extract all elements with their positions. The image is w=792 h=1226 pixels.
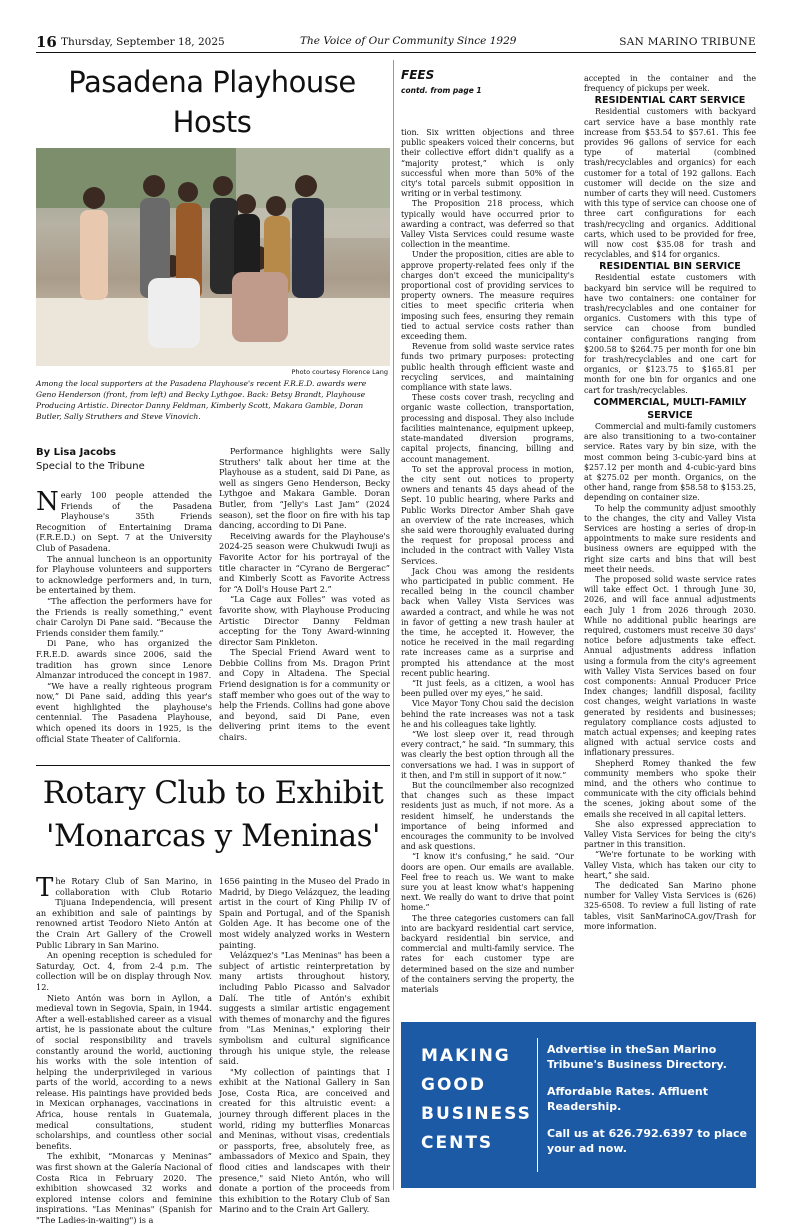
paragraph: 1656 painting in the Museo del Prado in Madrid, by Diego Velázquez, the leading artist in the court of King Philip IV of Spain and Portugal, and of the Spanish Golden Age. It has become one of the most widely analyzed works in Western painting. (219, 876, 390, 950)
paragraph: Nieto Antón was born in Ayllon, a medieval town in Segovia, Spain, in 1944. After a well-established career as a visual artist, he is passionate about the culture of social responsibility and travels constantly around the world, auctioning his works with the sole intention of helping the underprivileged in various parts of the world, according to a news release. His paintings have provided beds in Mexican orphanages, vaccinations in Africa, house rentals in Guatemala, medical consultations, student scholarships, and countless other social benefits. (36, 992, 212, 1151)
paragraph: These costs cover trash, recycling and organic waste collection, transportation, processing and disposal. They also include facilities maintenance, equipment upkeep, state-mandated diversion programs, capital projects, financing, billing and account management. (401, 393, 574, 464)
paragraph: The three categories customers can fall into are backyard residential cart service, backyard residential bin service, and commercial and multi-family service. The rates for each customer type are determined based on the size and number of the containers serving the property, the materials (401, 913, 574, 995)
paragraph: early 100 people attended the Friends of the Pasadena Playhouse's 35th Friends Recognition of Entertaining Drama (F.R.E.D.) on Sept. 7 at the University Club of Pasadena. (36, 490, 212, 553)
story1-headline-line1: Pasadena Playhouse Hosts (68, 65, 356, 139)
paragraph: Shepherd Romey thanked the few community members who spoke their mind, and the others who continue to communicate with the city officials behind the scenes, joking about some of the emails she received in all capital letters. (584, 758, 756, 819)
paragraph: tion. Six written objections and three public speakers voiced their concerns, but their collective effort didn't qualify as a “majority protest,” which is only successful when more than 50% of the city's total parcels submit opposition in writing or in verbal testimony. (401, 128, 574, 199)
paragraph: Velázquez's "Las Meninas" has been a subject of artistic reinterpretation by many artists throughout history, including Pablo Picasso and Salvador Dalí. The title of Antón's exhibit suggests a similar artistic engagement with themes of monarchy and the figures from "Las Meninas," exploring their symbolism and cultural significance through his unique style, the release said. (219, 950, 390, 1067)
paragraph: “The affection the performers have for the Friends is really something,” event chair Carolyn Di Pane said. “Because the Friends consider them family.” (36, 595, 212, 638)
paragraph: The Special Friend Award went to Debbie Collins from Ms. Dragon Print and Copy in Altadena. The Special Friend designation is for a community or staff member who goes out of the way to help the Friends. Collins had gone above and beyond, said Di Pane, even delivering print items to the event chairs. (219, 647, 390, 743)
section-rule (36, 765, 390, 766)
paragraph: Residential estate customers with backyard bin service will be required to have two containers: one container for trash/recyclables and one container for organics. Customers with this type of service can choose from bundled container configurations ranging from $200.58 to $264.75 per month for one bin for trash/recyclables and one cart for organics, or $123.75 to $165.81 per month for one bin for organics and one cart for trash/recyclables. (584, 273, 756, 395)
awards-group-photo (36, 148, 390, 366)
paragraph: The exhibit, “Monarcas y Meninas” was first shown at the Galería Nacional of Costa Rica in February 2020. The exhibition showcased 32 works and explored intense colors and feminine inspirations. "Las Meninas" (Spanish for "The Ladies-in-waiting") is a (36, 1151, 212, 1225)
paragraph: Di Pane, who has organized the F.R.E.D. awards since 2006, said the tradition has grown since Lenore Almanzar introduced the concept in 1987. (36, 638, 212, 681)
paragraph: “We lost sleep over it, read through every contract,” he said. “In summary, this was clearly the best option through all the conversations we had. I was in support of it then, and I'm still in support of it now.” (401, 729, 574, 780)
fees-column-1 (401, 128, 574, 995)
ad-slogan-line: MAKING (421, 1046, 511, 1066)
paper-name: SAN MARINO TRIBUNE (619, 36, 756, 48)
subhead-commercial: COMMERCIAL, MULTI-FAMILY SERVICE (593, 396, 747, 421)
paragraph: To set the approval process in motion, the city sent out notices to property owners and tenants 45 days ahead of the Sept. 10 public hearing, where Parks and Public Works Director Amber Shah gave an overview of the rate increases, which she said were thoroughly evaluated during the request for proposal process and included in the contract with Valley Vista Services. (401, 464, 574, 566)
ad-copy (547, 1042, 747, 1168)
story1-column-1 (36, 487, 212, 744)
continued-from: contd. from page 1 (401, 86, 482, 95)
story2-headline-line2: 'Monarcas y Meninas' (45, 818, 380, 854)
story2-headline (36, 772, 390, 858)
byline-role: Special to the Tribune (36, 461, 145, 472)
column-divider (393, 60, 394, 1190)
byline: By Lisa Jacobs (36, 447, 116, 458)
fees-title: FEES (401, 68, 435, 82)
ad-slogan-line: GOOD (421, 1075, 486, 1095)
paragraph: Residential customers with backyard cart service have a base monthly rate increase from $53.54 to $57.61. This fee provides 96 gallons of service for each type of material (combined trash/recyclables and organics) for each customer for a total of 192 gallons. Each customer will decide on the size and number of carts they will need. Customers with this type of service can choose one of three cart configurations for each trash/recycling and organics. Additional carts, which used to be provided for free, will now cost $35.08 for trash and recyclables, and $14 for organics. (584, 107, 756, 260)
paragraph: She also expressed appreciation to Valley Vista Services for being the city's partner in this transition. (584, 819, 756, 850)
paragraph: To help the community adjust smoothly to the changes, the city and Valley Vista Services are hosting a series of drop-in appointments to make sure residents and business owners are equipped with the right size carts and bins that will best meet their needs. (584, 503, 756, 574)
drop-cap: T (36, 873, 54, 903)
header-rule (36, 52, 756, 53)
paragraph: "My collection of paintings that I exhibit at the National Gallery in San Jose, Costa Rica, are conceived and created for this altruistic event: a journey through different places in the world, riding my butterflies Monarcas and Meninas, without visas, credentials or passports, free, absolutely free, as ambassadors of Mexico and Spain, they flood cities and landscapes with their presence," said Nieto Antón, who will donate a portion of the proceeds from this exhibition to the Rotary Club of San Marino and to the Crain Art Gallery. (219, 1066, 390, 1215)
subhead-residential-bin: RESIDENTIAL BIN SERVICE (599, 261, 741, 273)
ad-line-advertise: Advertise in theSan Marino Tribune's Business Directory. (547, 1043, 727, 1071)
story2-headline-line1: Rotary Club to Exhibit (42, 775, 384, 811)
paragraph: he Rotary Club of San Marino, in collaboration with Club Rotario Tijuana Independencia, will present an exhibition and sale of paintings by renowned artist Teodoro Nieto Antón at the Crain Art Gallery of the Crowell Public Library in San Marino. (36, 876, 212, 950)
ad-slogan-line: BUSINESS (421, 1104, 532, 1124)
photo-caption: Among the local supporters at the Pasadena Playhouse's recent F.R.E.D. awards were Geno Henderson (front, from left) and Becky Lythgoe. Back: Betsy Brandt, Playhouse Producing Artistic. Director Danny Feldman, Kimberly Scott, Makara Gamble, Doran Butler, Sally Struthers and Steve Vinovich. (36, 379, 367, 421)
paragraph: Performance highlights were Sally Struthers' talk about her time at the Playhouse as a student, said Di Pane, as well as singers Geno Henderson, Becky Lythgoe and Makara Gamble. Doran Butler, from “Jelly's Last Jam” (2024 season), set the floor on fire with his tap dancing, according to Di Pane. (219, 446, 390, 531)
ad-divider (537, 1038, 538, 1172)
paragraph: Revenue from solid waste service rates funds two primary purposes: protecting public health through efficient waste and recycling services, and maintaining compliance with state laws. (401, 342, 574, 393)
story1-column-2 (219, 446, 390, 743)
issue-date: Thursday, September 18, 2025 (61, 36, 225, 48)
paragraph: “La Cage aux Folles” was voted as favorite show, with Playhouse Producing Artistic Director Danny Feldman accepting for the Tony Award-winning director Sam Pinkleton. (219, 594, 390, 647)
fees-column-2 (584, 74, 756, 932)
ad-slogan-line: CENTS (421, 1133, 494, 1153)
ad-line-call: Call us at 626.792.6397 to place your ad now. (547, 1127, 748, 1155)
paragraph: An opening reception is scheduled for Saturday, Oct. 4, from 2-4 p.m. The collection will be on display through Nov. 12. (36, 950, 212, 992)
ad-line-rates: Affordable Rates. Affluent Readership. (547, 1085, 708, 1113)
story2-column-2 (219, 876, 390, 1215)
paragraph: Receiving awards for the Playhouse's 2024-25 season were Chukwudi Iwuji as Favorite Actor for his portrayal of the title character in “Cyrano de Bergerac” and Kimberly Scott as Favorite Actress for “A Doll's House Part 2.” (219, 530, 390, 594)
paragraph: The proposed solid waste service rates will take effect Oct. 1 through June 30, 2026, and will face annual adjustments each July 1 from 2026 through 2030. While no additional public hearings are required, customers must receive 30 days' notice before adjustments take effect. Annual adjustments address inflation using a formula from the city's agreement with Valley Vista Services based on four cost components: Annual Producer Price Index changes; landfill disposal, facility cost changes, weight variations in waste generated by residents and businesses; regulatory compliance costs adjusted to match actual expenses; and keeping rates aligned with actual service costs and inflationary pressures. (584, 574, 756, 758)
paragraph: The annual luncheon is an opportunity for Playhouse volunteers and supporters to acknowledge performers and, in turn, be entertained by them. (36, 553, 212, 596)
paragraph: Jack Chou was among the residents who participated in public comment. He recalled being in the council chamber back when Valley Vista Services was awarded a contract, and while he was not in favor of getting a new trash hauler at the time, he accepted it. However, the notice he received in the mail regarding rate increases came as a surprise and prompted his attendance at the most recent public hearing. (401, 566, 574, 678)
paragraph: Vice Mayor Tony Chou said the decision behind the rate increases was not a task he and his colleagues take lightly. (401, 699, 574, 729)
drop-cap: N (36, 487, 59, 517)
business-directory-ad[interactable] (401, 1022, 756, 1188)
paragraph: The Proposition 218 process, which typically would have occurred prior to awarding a contract, was deferred so that Valley Vista Services could resume waste collection in the meantime. (401, 199, 574, 250)
story2-column-1 (36, 873, 212, 1226)
paragraph: “I know it's confusing,” he said. “Our doors are open. Our emails are available. Feel free to reach us. We want to make sure you at least know what's happening next. We really do want to drive that point home.” (401, 852, 574, 913)
paper-motto: The Voice of Our Community Since 1929 (300, 35, 517, 47)
subhead-residential-cart: RESIDENTIAL CART SERVICE (594, 95, 746, 107)
paragraph: The dedicated San Marino phone number for Valley Vista Services is (626) 325-6508. To review a full listing of rate tables, visit SanMarinoCA.gov/Trash for more information. (584, 881, 756, 931)
paragraph: But the councilmember also recognized that changes such as these impact residents just as much, if not more. As a resident himself, he understands the importance of being informed and encourages the community to be involved and ask questions. (401, 781, 574, 852)
paragraph: “We have a really righteous program now,” Di Pane said, adding this year's event highlighted the playhouse's centennial. The Pasadena Playhouse, which opened its doors in 1925, is the official State Theater of California. (36, 680, 212, 744)
page-number: 16 (36, 33, 57, 51)
paragraph: “We're fortunate to be working with Valley Vista, which has taken our city to heart,” she said. (584, 850, 756, 880)
paragraph: Under the proposition, cities are able to approve property-related fees only if the charges don't exceed the municipality's proportional cost of providing services to property owners. The measure requires cities to meet specific criteria when imposing such fees, ensuring they remain tied to actual service costs rather than exceeding them. (401, 250, 574, 342)
paragraph: accepted in the container and the frequency of pickups per week. (584, 74, 756, 94)
photo-credit: Photo courtesy Florence Lang (291, 368, 388, 376)
photo-illustration (36, 148, 390, 366)
paragraph: Commercial and multi-family customers are also transitioning to a two-container service. Rates vary by bin size, with the most common being 3-cubic-yard bins at $257.12 per month and 4-cubic-yard bins at $275.02 per month. Organics, on the other hand, range from $58.58 to $153.25, depending on container size. (584, 421, 756, 503)
ad-slogan (421, 1042, 532, 1158)
paragraph: “It just feels, as a citizen, a wool has been pulled over my eyes,” he said. (401, 678, 574, 699)
